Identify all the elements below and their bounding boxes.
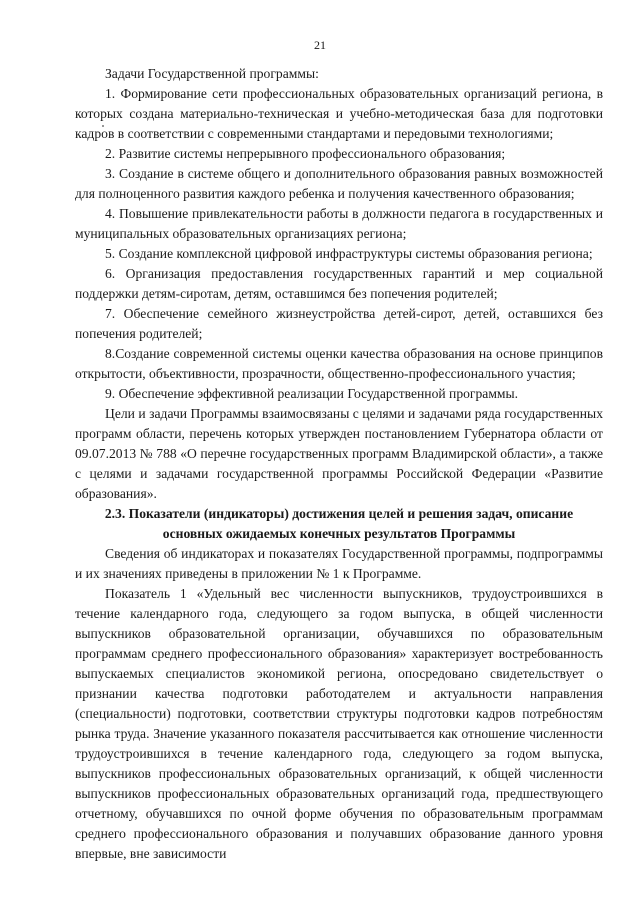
- task-2: 2. Развитие системы непрерывного профессионального образования;: [105, 146, 506, 161]
- page-number: 21: [314, 38, 326, 52]
- document-body: [75, 64, 603, 864]
- task-6: 6. Организация предоставления государственных гарантий и мер социальной поддержки детям-сиротам, детям, оставшимся без попечения родителей;: [75, 266, 603, 301]
- task-4: 4. Повышение привлекательности работы в должности педагога в государственных и муниципальных образовательных организациях региона;: [75, 206, 603, 241]
- goals-paragraph: Цели и задачи Программы взаимосвязаны с целями и задачами ряда государственных программ области, перечень которых утвержден постановлением Губернатора области от 09.07.2013 № 788 «О перечне государственных программ Владимирской области», а также с целями и задачами государственной программы Российской Федерации «Развитие образования».: [75, 406, 603, 501]
- task-5: 5. Создание комплексной цифровой инфраструктуры системы образования региона;: [105, 246, 593, 261]
- task-3: 3. Создание в системе общего и дополнительного образования равных возможностей для полноценного развития каждого ребенка и получения качественного образования;: [75, 166, 603, 201]
- section-heading: 2.3. Показатели (индикаторы) достижения целей и решения задач, описание основных ожидаемых конечных результатов Программы: [104, 506, 574, 541]
- task-1: 1. Формирование сети профессиональных образовательных организаций региона, в которых создана материально-техническая и учебно-методическая база для подготовки кадров в соответствии с современными стандартами и передовыми технологиями;: [75, 86, 603, 141]
- task-7: 7. Обеспечение семейного жизнеустройства детей-сирот, детей, оставшихся без попечения родителей;: [75, 306, 603, 341]
- task-8: 8.Создание современной системы оценки качества образования на основе принципов открытости, объективности, прозрачности, общественно-профессионального участия;: [75, 346, 603, 381]
- indicator-1-paragraph: Показатель 1 «Удельный вес численности выпускников, трудоустроившихся в течение календарного года, следующего за годом выпуска, в общей численности выпускников образовательной организации, обучавшихся по образовательным программам среднего профессионального образования» характеризует востребованность выпускаемых специалистов экономикой региона, опосредовано свидетельствует о признании качества подготовки работодателем и актуальности направления (специальности) подготовки, соответствии структуры подготовки кадров потребностям рынка труда. Значение указанного показателя рассчитывается как отношение численности трудоустроившихся в течение календарного года, следующего за годом выпуска, выпускников профессиональных образовательных организаций, к общей численности выпускников профессиональных образовательных организаций года, предшествующего отчетному, обучавшихся по очной форме обучения по образовательным программам среднего профессионального образования и получавших образование данного уровня впервые, вне зависимости: [75, 586, 603, 861]
- indicators-paragraph: Сведения об индикаторах и показателях Государственной программы, подпрограммы и их значениях приведены в приложении № 1 к Программе.: [75, 546, 603, 581]
- tasks-intro: Задачи Государственной программы:: [105, 66, 319, 81]
- task-9: 9. Обеспечение эффективной реализации Государственной программы.: [105, 386, 519, 401]
